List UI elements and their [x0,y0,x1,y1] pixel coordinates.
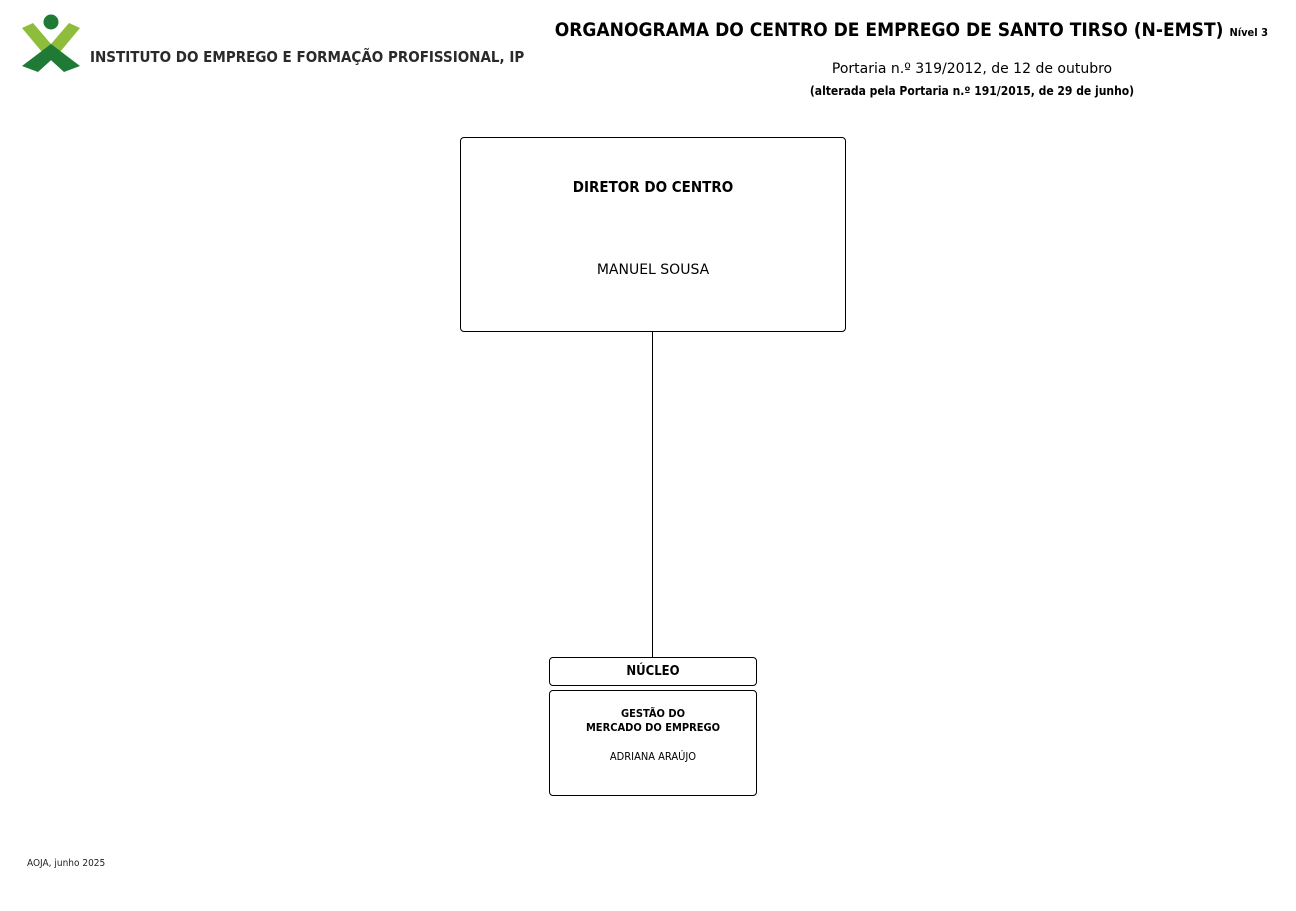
nucleo-header: NÚCLEO [549,657,757,686]
level-label: Nível 3 [1229,26,1268,39]
page-title: ORGANOGRAMA DO CENTRO DE EMPREGO DE SANTO TIRSO (N-EMST) [554,19,1224,41]
portaria-reference: Portaria n.º 319/2012, de 12 de outubro [831,61,1113,77]
nucleo-box [549,690,757,796]
nucleo-title-line2: MERCADO DO EMPREGO [585,721,721,734]
footer-credit: AOJA, junho 2025 [27,858,106,869]
nucleo-title-line1: GESTÃO DO [620,707,686,720]
connector-line [652,332,653,657]
organization-name: INSTITUTO DO EMPREGO E FORMAÇÃO PROFISSIONAL, IP [90,48,525,66]
director-name: MANUEL SOUSA [596,262,710,278]
title-line [555,19,1268,41]
director-title: DIRETOR DO CENTRO [572,178,734,196]
iefp-logo-icon [20,14,82,72]
portaria-amendment: (alterada pela Portaria n.º 191/2015, de 29 de junho) [809,84,1135,98]
director-box [460,137,846,332]
nucleo-title [550,707,756,735]
nucleo-head-name: ADRIANA ARAÚJO [609,750,697,763]
